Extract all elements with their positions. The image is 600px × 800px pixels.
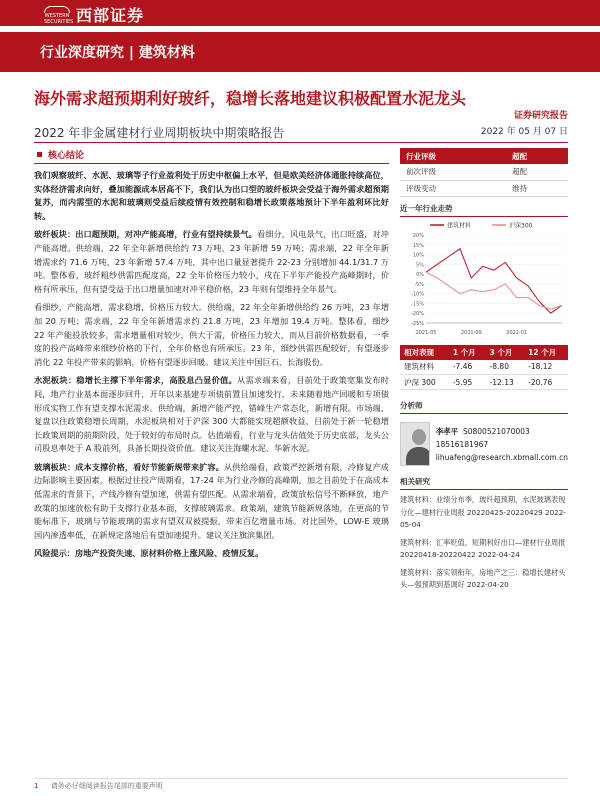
perf-cell: 沪深 300: [400, 375, 449, 390]
top-bar: [0, 0, 600, 26]
y-tick-label: 5%: [416, 261, 424, 268]
analyst-name: 李孝平: [435, 426, 459, 436]
analyst-card: [400, 422, 568, 466]
paragraph-lead: 玻纤板块：出口超预期，对冲产能高增，行业有望持续景气。: [34, 229, 257, 240]
rating-row: [400, 180, 568, 196]
related-item[interactable]: 建筑材料：落实领衔年，房地产之三：稳增长建材头头—强预期到基调好 2022-04-20: [400, 567, 566, 589]
perf-cell: -5.95: [449, 375, 486, 390]
paragraph: [34, 374, 389, 456]
report-type: 证券研究报告: [513, 111, 568, 121]
paragraph: [34, 547, 389, 561]
y-tick-label: -5%: [414, 281, 424, 288]
core-conclusion-heading: 核心结论: [34, 148, 389, 164]
y-tick-label: -10%: [411, 291, 424, 298]
y-tick-label: 10%: [412, 252, 424, 259]
rating-cell: 前次评级: [400, 164, 506, 180]
y-tick-label: -25%: [411, 320, 424, 327]
rating-table: [400, 148, 568, 197]
perf-cell: -8.80: [486, 360, 525, 375]
headline: 海外需求超预期利好玻纤，稳增长落地建议积极配置水泥龙头: [34, 89, 467, 108]
footer: [34, 781, 163, 791]
paragraph: [34, 228, 389, 296]
analyst-email[interactable]: lihuafeng@research.xbmall.com.cn: [435, 452, 568, 462]
paragraph-list: [34, 169, 389, 561]
rating-cell: 评级变动: [400, 180, 506, 196]
trend-chart: [400, 219, 568, 339]
perf-cell: -7.46: [449, 360, 486, 375]
analyst-phone: 18516181967: [435, 439, 489, 449]
legend-label: 沪深300: [509, 222, 533, 229]
disclaimer: 请务必仔细阅读报告尾部的重要声明: [50, 782, 163, 790]
report-category: 行业深度研究 | 建筑材料: [40, 45, 195, 61]
perf-cell: -12.13: [486, 375, 525, 390]
logo-icon: WESTERN SECURITIES: [44, 6, 70, 19]
related-item[interactable]: 建筑材料：汇率贬值，短期利好出口—建材行业周报 20220418-20220422 2022-04-24: [400, 537, 566, 559]
related-item[interactable]: 建筑材料：业绩分布季，玻纤超预期，水泥玻璃表现分化—建材行业周报 20220425-20220429 2022-05-04: [400, 495, 566, 529]
perf-header: 12 个月: [524, 345, 568, 360]
category-bar: [0, 32, 600, 72]
paragraph-lead: 水泥板块：稳增长主撑下半年需求，高股息凸显价值。: [34, 375, 237, 386]
rating-cell: 超配: [506, 164, 568, 180]
paragraph-text: 从供给端看，政策严控新增有限，冷修复产成边际影响主要因素，根据过往投产周期看，17-24 年为行业冷修的高峰期，加之目前处于在高成本低需求的背景下，产线冷修有望加速，供需有望匹配。从需求端看，政策放松信号不断释放，地产政策的加速放松有助于支撑行业基本面，支撑玻璃需求。政策端，建筑节能新规落地，在更高的节能标准下，玻璃与节能玻璃的需求有望双双被提振，带来百亿增量市场。对比国外，LOW-E 玻璃国内渗透率低，在新规定落地后有望加速提升。建议关注旗滨集团。: [34, 461, 389, 540]
x-tick-label: 2021-05: [415, 329, 437, 336]
related-heading: 相关研究: [400, 476, 568, 490]
sidebar: [400, 148, 568, 597]
report-date: 2022 年 05 月 07 日: [480, 127, 568, 137]
subtitle: 2022 年非金属建材行业周期板块中期策略报告: [34, 126, 285, 140]
divider: [34, 142, 568, 143]
main-column: [34, 148, 389, 561]
perf-cell: -18.12: [524, 360, 568, 375]
analyst-cert: S0800521070003: [462, 426, 530, 436]
paragraph-text: 看细分，风电景气，出口旺盛，对冲产能高增。供给端，22 年全年新增供给约 73 万吨，23 年新增 59 万吨；需求端，22 年全年新增需求约 71.6 万吨，23 年新增 57.4 万吨，其中出口量显著提升 22-23 分别增加 44.1/31.7 万吨。整体看，玻纤粗纱供需匹配度高，22 全年价格压力较小，戌在下半年产能投产高峰期时，价格有所承压，但有望受益于出口增量加速对冲平稳价格，23 年则有望维持全年景气。: [34, 229, 389, 294]
y-tick-label: 20%: [412, 232, 424, 239]
table-row: [400, 360, 568, 375]
y-tick-label: -20%: [411, 310, 424, 317]
paragraph-text: 从需求端来看，目前处于政策宽集发布时间，地产行业基本面逐步回升，开年以来基建专项债前置且加速发行，未来随着地产回暖和专项债形成实物工作有望支撑水泥需求。供给端，新增产能严控，错峰生产常态化，新增有限。市场端，复盘以往政策稳增长周期，水泥板块相对于沪深 300 大都能实现超额收益，目前处于新一轮稳增长政策周期的前期阶段，处于较好的布局时点。估值端看，行业与龙头估值处于历史底部，龙头公司股息率处于 A 股前列，具备长期投资价值。建议关注海螺水泥、华新水泥。: [34, 375, 389, 454]
trend-title: 近一年行业走势: [400, 203, 568, 217]
paragraph-lead: 风险提示：房地产投资失速、原材料价格上涨风险、疫情反复。: [34, 548, 264, 559]
rating-row: [400, 148, 568, 164]
x-tick-label: 2021-09: [460, 329, 482, 336]
x-tick-label: 2022-01: [506, 329, 528, 336]
rating-cell: 维持: [506, 180, 568, 196]
y-tick-label: 0%: [416, 271, 424, 278]
analyst-heading: 分析师: [400, 400, 568, 414]
paragraph: [34, 169, 389, 223]
perf-header: 3 个月: [486, 345, 525, 360]
paragraph-text: 我们观察玻纤、水泥、玻璃等子行业盈利处于历史中枢偏上水平，但是欧美经济体通胀持续高位，实体经济需求向好，叠加能源成本居高不下，我们认为出口型的玻纤板块会受益于海外需求超预期复苏，而内需型的水泥和玻璃则受益后续疫情有效控制和稳增长政策落地预计下半年盈利环比好转。: [34, 170, 389, 221]
brand-name: 西部证券: [76, 6, 145, 25]
paragraph: [34, 461, 389, 543]
paragraph-text: 看细纱，产能高增，需求稳增，价格压力较大。供给端，22 年全年新增供给约 26 万吨，23 年增加 20 万吨；需求端，22 年全年新增需求约 21.8 万吨，23 年增加 19.4 万吨。整体看，细纱 22 年产能投放较多，需求增量相对较少，供大于需，价格压力较大，而从目前价格数据看，一季度的投产高峰带来细纱价格的下行，全年价格也有所承压。23 年，细纱供需匹配较好，有望逐步消化 22 年投产带来的影响，价格有望逐步回暖。建议关注中国巨石、长海股份。: [34, 302, 389, 367]
related-list: [400, 494, 568, 592]
rating-row: [400, 164, 568, 180]
y-tick-label: 15%: [412, 242, 424, 249]
performance-table: [400, 345, 568, 391]
rating-cell: 超配: [506, 148, 568, 164]
table-row: [400, 375, 568, 390]
y-tick-label: -15%: [411, 300, 424, 307]
perf-cell: 建筑材料: [400, 360, 449, 375]
paragraph: [34, 301, 389, 369]
avatar: [400, 422, 430, 466]
perf-cell: -20.76: [524, 375, 568, 390]
paragraph-lead: 玻璃板块：成本支撑价格，看好节能新规带来扩容。: [34, 461, 224, 472]
legend-label: 建筑材料: [447, 222, 472, 229]
perf-header: 1 个月: [449, 345, 486, 360]
perf-header: 相对表现: [400, 345, 449, 360]
trend-chart-svg: [400, 219, 568, 339]
page-number: 1: [34, 782, 39, 790]
footer-divider: [34, 778, 568, 779]
rating-cell: 行业评级: [400, 148, 506, 164]
